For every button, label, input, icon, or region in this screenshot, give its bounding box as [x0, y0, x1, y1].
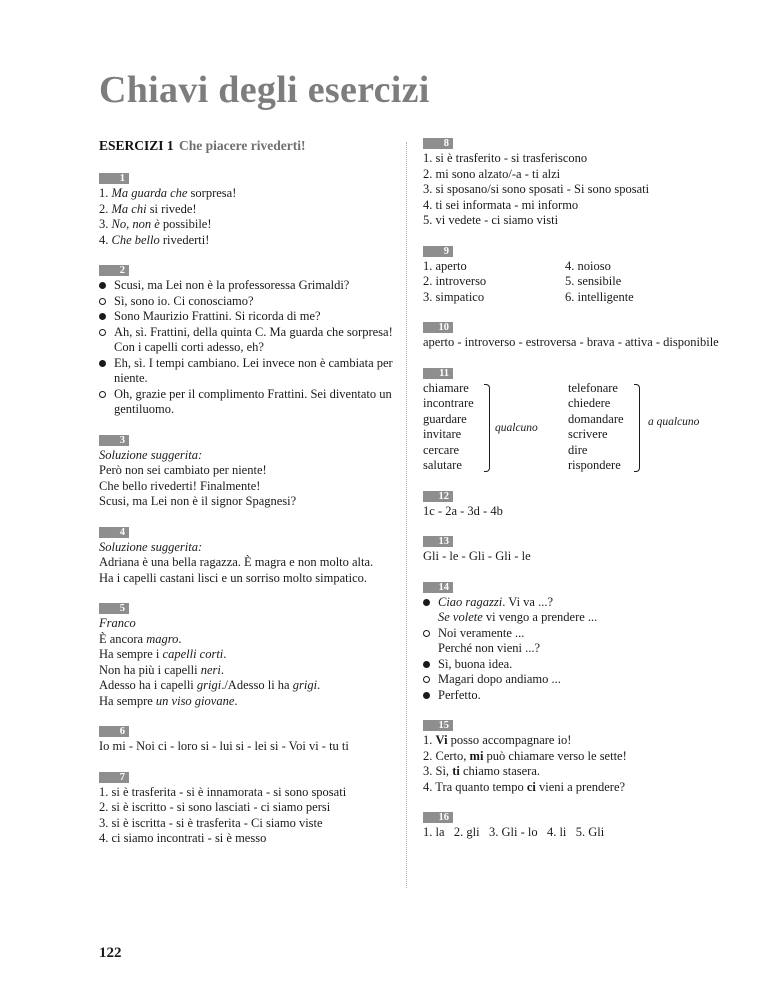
filled-bullet-icon: [99, 282, 106, 289]
dialogue-line: Sì, sono io. Ci conosciamo?: [99, 294, 394, 310]
answer-line: 2. si è iscritto - si sono lasciati - ci siamo persi: [99, 800, 331, 814]
answer-line: 3. si è iscritta - si è trasferita - Ci siamo viste: [99, 815, 323, 830]
exercise-number-badge: 12: [423, 491, 453, 502]
answer-line: 1. Vi posso accompagnare io!: [423, 733, 572, 747]
answer-line: 5. sensibile: [565, 274, 622, 288]
exercise-15: [423, 720, 728, 795]
dialogue-line: Ciao ragazzi. Vi va ...? Se volete vi vengo a prendere ...: [423, 595, 728, 626]
answer-line: 4. ci siamo incontrati - si è messo: [99, 831, 267, 845]
section-label: ESERCIZI 1: [99, 138, 174, 153]
exercise-number-badge: 6: [99, 726, 129, 737]
group-note: qualcuno: [495, 421, 538, 434]
answer-line: 2. introverso: [423, 274, 487, 288]
exercise-number-badge: 1: [99, 173, 129, 184]
answer-line: 1. si è trasferita - si è innamorata - si sono sposati: [99, 784, 347, 799]
exercise-number-badge: 11: [423, 368, 453, 379]
filled-bullet-icon: [99, 313, 106, 320]
answer-column: [423, 259, 565, 306]
dialogue-line: Sì, buona idea.: [423, 657, 728, 673]
exercise-number-badge: 16: [423, 812, 453, 823]
verb-groups: [423, 381, 728, 474]
exercise-number-badge: 2: [99, 265, 129, 276]
answer-line: 1. aperto: [423, 258, 467, 273]
dialogue-line: Oh, grazie per il complimento Frattini. Sei diventato un gentiluomo.: [99, 387, 394, 418]
exercise-7: [99, 772, 394, 847]
exercise-16: [423, 812, 728, 841]
exercise-12: [423, 491, 728, 520]
answer-columns: [423, 259, 728, 306]
answer-line: 4. Che bello rivederti!: [99, 232, 210, 247]
left-column: [99, 138, 394, 864]
exercise-8: [423, 138, 728, 229]
answer-line: 1c - 2a - 3d - 4b: [423, 503, 503, 518]
dialogue-line: Ah, sì. Frattini, della quinta C. Ma guarda che sorpresa! Con i capelli corti adesso, eh?: [99, 325, 394, 356]
exercise-10: [423, 322, 728, 351]
dialogue-line: Eh, sì. I tempi cambiano. Lei invece non è cambiata per niente.: [99, 356, 394, 387]
page-title: Chiavi degli esercizi: [99, 69, 430, 111]
exercise-number-badge: 5: [99, 603, 129, 614]
verb: salutare: [423, 458, 462, 472]
section-heading: [99, 138, 394, 154]
answer-line: 2. Certo, mi può chiamare verso le sette!: [423, 748, 627, 763]
answer-line: Non ha più i capelli neri.: [99, 662, 224, 677]
answer-line: Che bello rivederti! Finalmente!: [99, 478, 261, 493]
dialogue-line: Magari dopo andiamo ...: [423, 672, 728, 688]
column-divider: [406, 142, 407, 888]
open-bullet-icon: [99, 298, 106, 305]
filled-bullet-icon: [99, 360, 106, 367]
verb-list-qualcuno: [423, 381, 474, 474]
right-brace-icon: [634, 384, 640, 472]
answer-column: [565, 259, 634, 306]
answer-line: Ha sempre i capelli corti.: [99, 647, 227, 661]
verb: rispondere: [568, 458, 621, 472]
open-bullet-icon: [99, 329, 106, 336]
verb: guardare: [423, 411, 467, 426]
verb: telefonare: [568, 380, 618, 395]
exercise-number-badge: 10: [423, 322, 453, 333]
answer-line: 4. noioso: [565, 258, 611, 273]
answer-line: 3. Sì, ti chiamo stasera.: [423, 764, 541, 778]
answer-line: 6. intelligente: [565, 289, 634, 304]
dialogue-line: Noi veramente ... Perché non vieni ...?: [423, 626, 728, 657]
answer-line: È ancora magro.: [99, 631, 182, 646]
answer-line: Ha sempre un viso giovane.: [99, 693, 238, 708]
answer-line: Gli - le - Gli - Gli - le: [423, 549, 531, 563]
answer-line: 3. si sposano/si sono sposati - Si sono sposati: [423, 182, 650, 196]
open-bullet-icon: [99, 391, 106, 398]
page-number: 122: [99, 945, 122, 961]
answer-line: 3. simpatico: [423, 289, 485, 304]
exercise-number-badge: 13: [423, 536, 453, 547]
answer-line: 4. ti sei informata - mi informo: [423, 197, 579, 212]
exercise-1: [99, 173, 394, 248]
answer-line: 5. vi vedete - ci siamo visti: [423, 213, 559, 227]
exercise-14: [423, 582, 728, 704]
exercise-6: [99, 726, 394, 755]
solution-label: Soluzione suggerita:: [99, 539, 203, 554]
answer-text: aperto - introverso - estroversa - brava - attiva - disponibile: [423, 335, 719, 349]
verb: cercare: [423, 442, 460, 457]
exercise-3: [99, 435, 394, 510]
verb-list-a-qualcuno: [568, 381, 624, 474]
exercise-5: [99, 603, 394, 709]
verb: incontrare: [423, 396, 474, 410]
answer-line: Io mi - Noi ci - loro si - lui si - lei si - Voi vi - tu ti: [99, 739, 349, 753]
filled-bullet-icon: [423, 661, 430, 668]
verb: dire: [568, 442, 588, 457]
answer-line: 2. mi sono alzato/-a - ti alzi: [423, 166, 561, 181]
answer-line: Adesso ha i capelli grigi./Adesso li ha grigi.: [99, 678, 321, 692]
answer-line: 1. Ma guarda che sorpresa!: [99, 186, 237, 200]
answer-line: 3. No, non è possibile!: [99, 217, 212, 231]
answer-line: 1. la 2. gli 3. Gli - lo 4. li 5. Gli: [423, 825, 605, 839]
open-bullet-icon: [423, 630, 430, 637]
answer-line: 2. Ma chi si rivede!: [99, 201, 197, 216]
open-bullet-icon: [423, 676, 430, 683]
exercise-number-badge: 15: [423, 720, 453, 731]
answer-line: Ha i capelli castani lisci e un sorriso molto simpatico.: [99, 570, 367, 585]
exercise-number-badge: 9: [423, 246, 453, 257]
exercise-number-badge: 8: [423, 138, 453, 149]
verb: chiamare: [423, 380, 469, 395]
right-column: [423, 138, 728, 858]
exercise-4: [99, 527, 394, 587]
filled-bullet-icon: [423, 692, 430, 699]
answer-line: 1. si è trasferito - si trasferiscono: [423, 151, 588, 165]
exercise-number-badge: 4: [99, 527, 129, 538]
exercise-2: [99, 265, 394, 418]
group-note: a qualcuno: [648, 415, 700, 428]
exercise-13: [423, 536, 728, 565]
dialogue-line: Scusi, ma Lei non è la professoressa Grimaldi?: [99, 278, 394, 294]
answer-line: 4. Tra quanto tempo ci vieni a prendere?: [423, 779, 626, 794]
right-brace-icon: [484, 384, 490, 472]
exercise-number-badge: 7: [99, 772, 129, 783]
dialogue-line: Sono Maurizio Frattini. Si ricorda di me?: [99, 309, 394, 325]
verb: invitare: [423, 427, 462, 441]
answer-line: Però non sei cambiato per niente!: [99, 463, 267, 477]
dialogue-line: Perfetto.: [423, 688, 728, 704]
exercise-number-badge: 3: [99, 435, 129, 446]
answer-line: Adriana è una bella ragazza. È magra e non molto alta.: [99, 555, 374, 569]
filled-bullet-icon: [423, 599, 430, 606]
exercise-number-badge: 14: [423, 582, 453, 593]
exercise-11: [423, 368, 728, 474]
exercise-9: [423, 246, 728, 306]
verb: chiedere: [568, 396, 611, 410]
verb: domandare: [568, 411, 624, 426]
verb: scrivere: [568, 427, 608, 441]
character-name: Franco: [99, 616, 136, 630]
section-subtitle: Che piacere rivederti!: [179, 138, 306, 153]
answer-line: Scusi, ma Lei non è il signor Spagnesi?: [99, 494, 297, 508]
solution-label: Soluzione suggerita:: [99, 447, 203, 462]
